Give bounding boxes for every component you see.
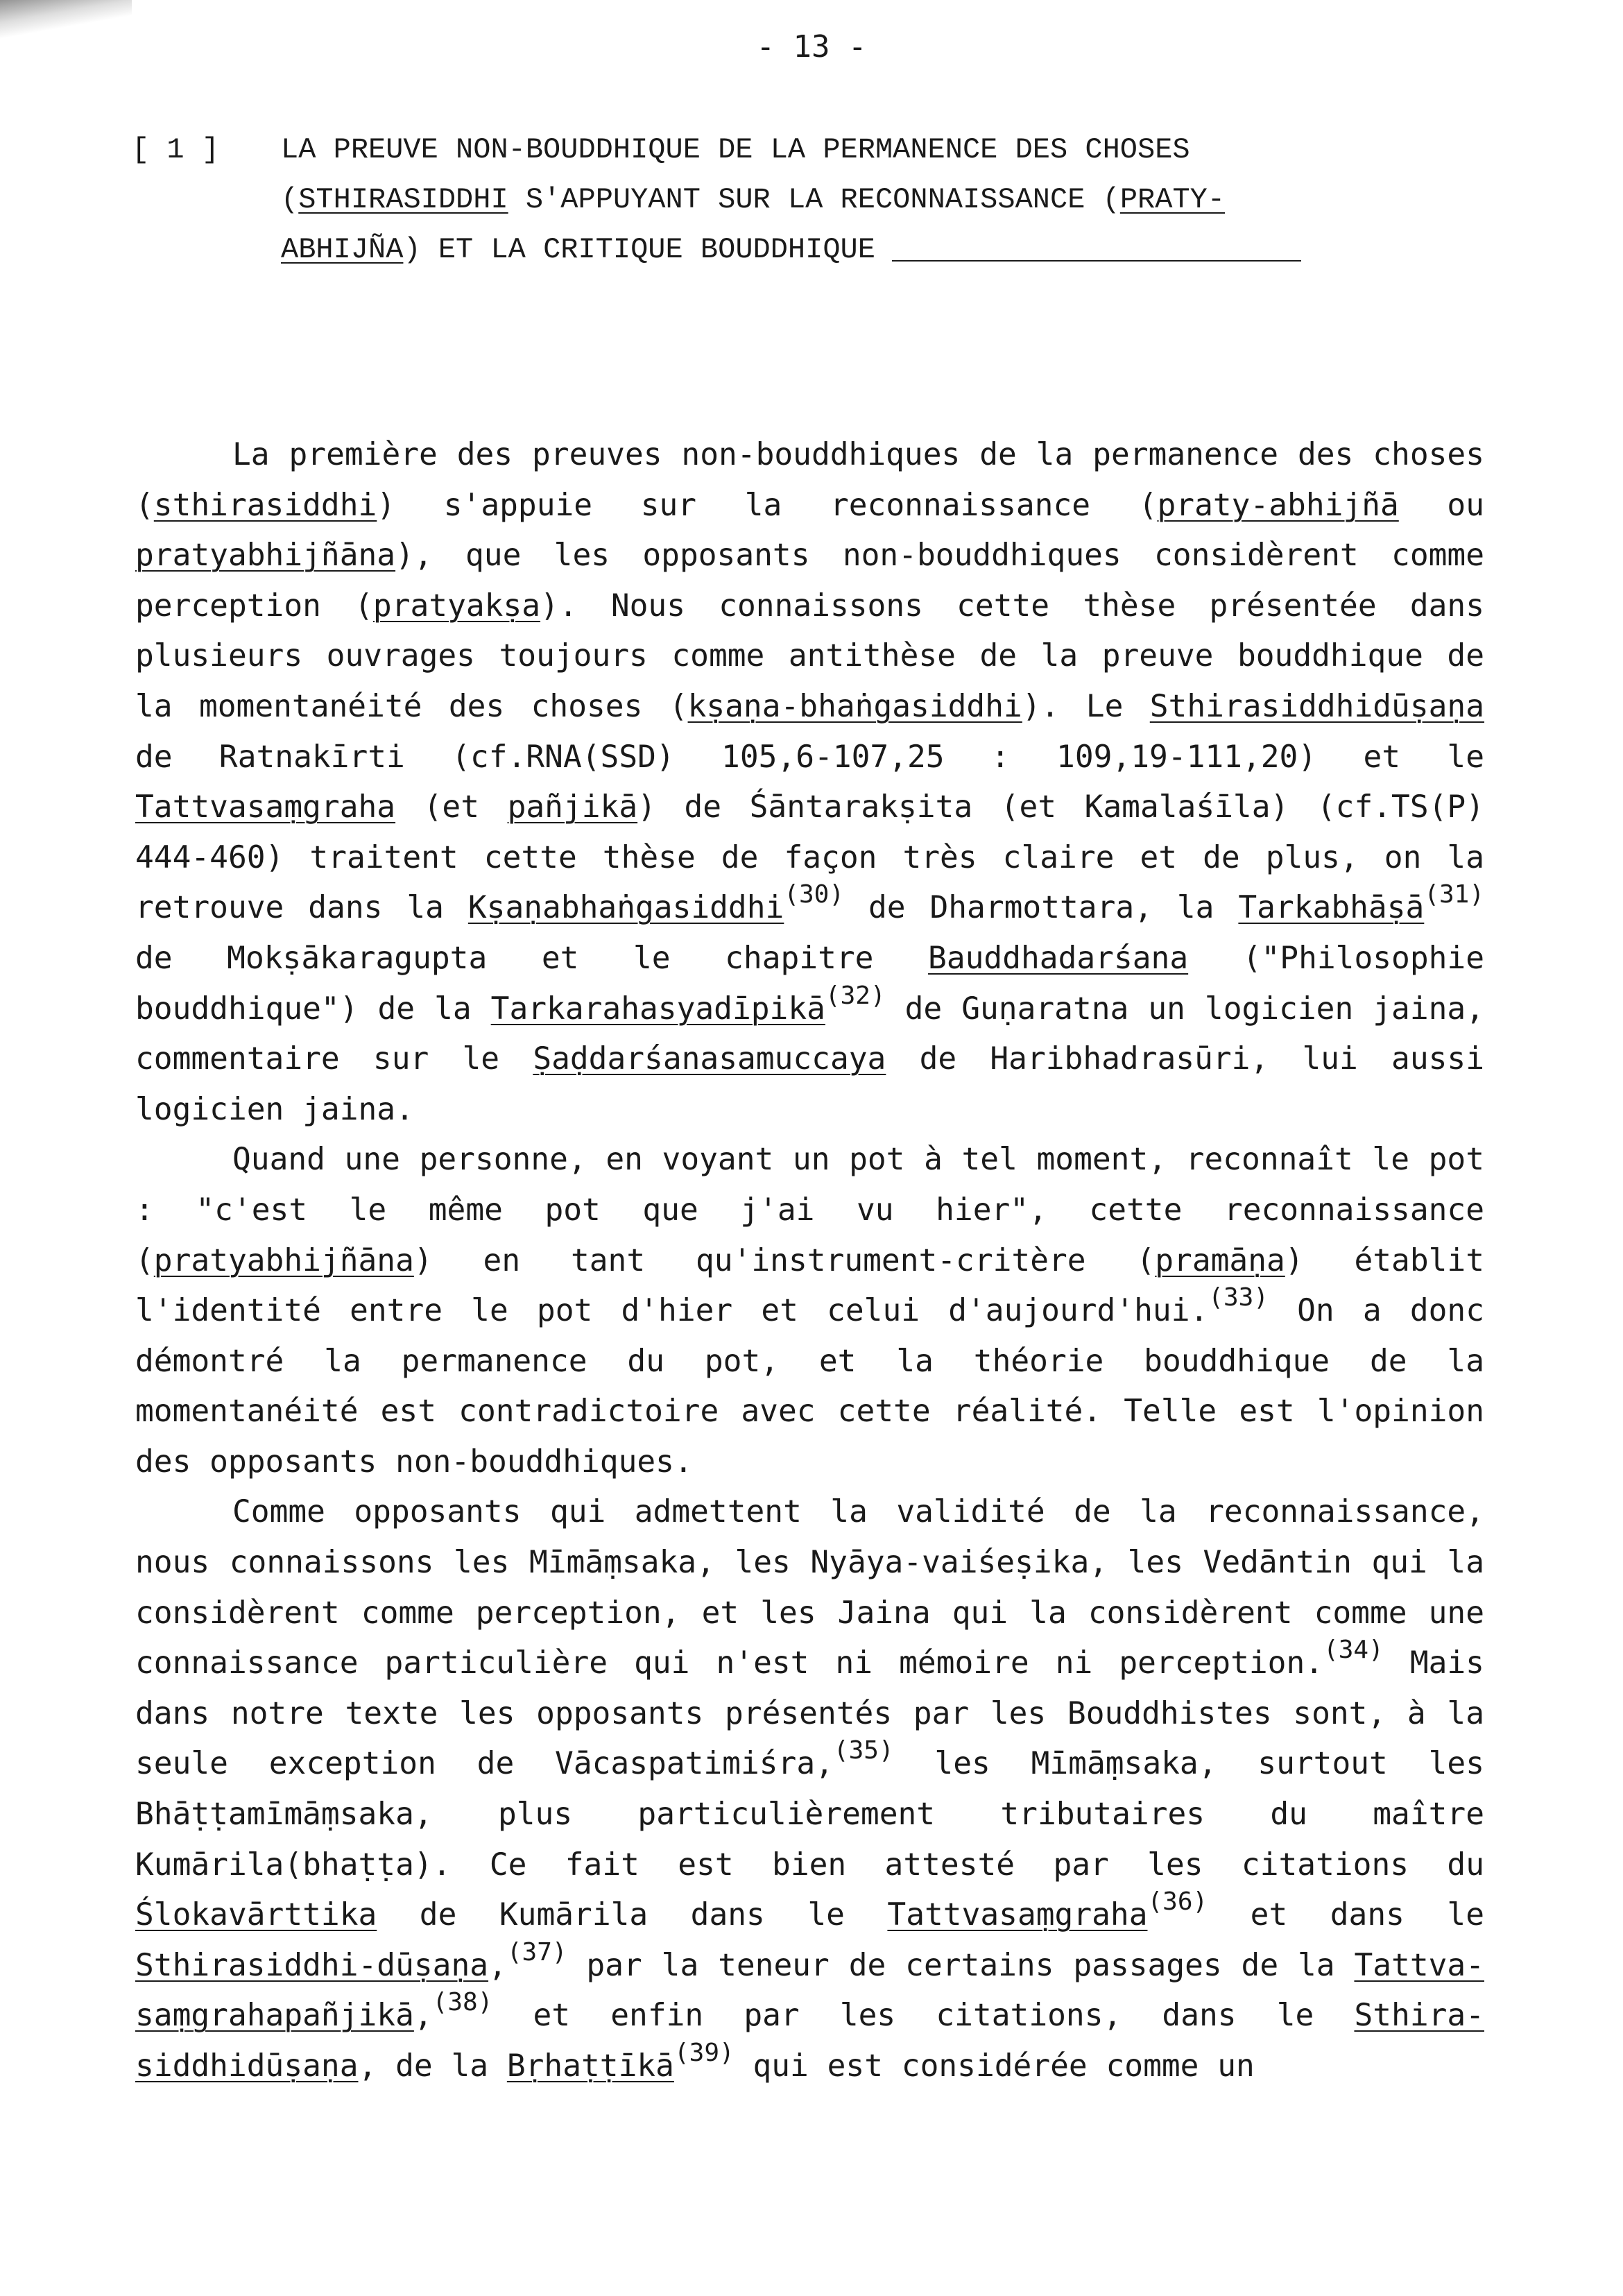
- text-run: de Dharmottara, la: [844, 890, 1239, 926]
- body-text: [135, 430, 1484, 2092]
- text-run: ("Philosophie bouddhique") de la: [135, 940, 1484, 1027]
- sanskrit-term: kṣaṇa-bhaṅgasiddhi: [687, 688, 1022, 724]
- sanskrit-term: praty-abhijñā: [1157, 487, 1399, 523]
- section-title: [281, 125, 1446, 275]
- section-title-line-2: (STHIRASIDDHI S'APPUYANT SUR LA RECONNAISSANCE (PRATY-: [281, 183, 1226, 216]
- text-run: ) établit l'identité entre le pot d'hier et celui d'aujourd'hui.: [135, 1242, 1484, 1329]
- section-number: [ 1 ]: [132, 133, 220, 166]
- text-run: ) de Śāntarakṣita (et Kamalaśīla) (cf.TS(P) 444-460) traitent cette thèse de façon très claire et de plus, on la retrouve dans la: [135, 789, 1484, 926]
- footnote-ref: (39): [673, 2039, 735, 2067]
- text-run: et enfin par les citations, dans le: [492, 1998, 1355, 2034]
- term-praty: PRATY-: [1119, 183, 1226, 216]
- text-run: La première des preuves non-bouddhiques de la permanence des choses (: [135, 437, 1484, 523]
- footnote-ref: (35): [833, 1736, 894, 1765]
- text-run: et dans le: [1208, 1897, 1484, 1933]
- scan-artifact: [0, 0, 132, 42]
- footnote-ref: (36): [1147, 1887, 1208, 1917]
- sanskrit-term: Sthira-siddhidūṣaṇa: [135, 1998, 1484, 2084]
- text-run: par la teneur de certains passages de la: [567, 1947, 1355, 1983]
- text-run: ). Le: [1022, 688, 1150, 724]
- text-run: de Kumārila dans le: [377, 1897, 888, 1933]
- footnote-ref: (30): [784, 880, 845, 909]
- section-title-line-3: ABHIJÑA) ET LA CRITIQUE BOUDDHIQUE: [281, 225, 1446, 275]
- text-run: de Haribhadrasūri, lui aussi logicien jaina.: [135, 1041, 1484, 1127]
- sanskrit-term: Bṛhaṭṭīkā: [506, 2048, 674, 2084]
- text-run: Comme opposants qui admettent la validité de la reconnaissance, nous connaissons les Mīmāṃsaka, les Nyāya-vaiśeṣika, les Vedāntin qui la considèrent comme perception, et les Jaina qui la considèrent comme une connaissance particulière qui n'est ni mémoire ni perception.: [135, 1494, 1484, 1681]
- sanskrit-term: pratyabhijñāna: [135, 538, 396, 574]
- text-run: de Mokṣākaragupta et le chapitre: [135, 940, 929, 976]
- sanskrit-term: Tarkarahasyadīpikā: [490, 991, 825, 1027]
- sanskrit-term: pañjikā: [507, 789, 638, 825]
- footnote-ref: (34): [1323, 1636, 1384, 1665]
- text-run: ,: [488, 1947, 507, 1983]
- text-run: , de la: [358, 2048, 507, 2084]
- sanskrit-term: pratyakṣa: [372, 588, 541, 624]
- text-run: ), que les opposants non-bouddhiques considèrent comme perception (: [135, 538, 1484, 624]
- footnote-ref: (38): [432, 1988, 493, 2017]
- sanskrit-term: sthirasiddhi: [153, 487, 377, 523]
- sanskrit-term: Sthirasiddhidūṣaṇa: [1149, 688, 1485, 724]
- sanskrit-term: pratyabhijñāna: [153, 1242, 414, 1278]
- term-abhijna: ABHIJÑA: [281, 233, 404, 266]
- text-run: de Ratnakīrti (cf.RNA(SSD) 105,6-107,25 : 109,19-111,20) et le: [135, 739, 1484, 775]
- sanskrit-term: Bauddhadarśana: [928, 940, 1189, 976]
- page-number: - 13 -: [756, 29, 867, 65]
- text-run: ou: [1398, 487, 1485, 523]
- text-run: (et: [395, 789, 508, 825]
- term-sthirasiddhi: STHIRASIDDHI: [298, 183, 508, 216]
- text-run: Mais dans notre texte les opposants présentés par les Bouddhistes sont, à la seule exception de Vācaspatimiśra,: [135, 1645, 1484, 1782]
- text-run: de Guṇaratna un logicien jaina, commentaire sur le: [135, 991, 1484, 1077]
- sanskrit-term: Tattvasaṃgraha: [887, 1897, 1148, 1933]
- text-run: On a donc démontré la permanence du pot, et la théorie bouddhique de la momentanéité est contradictoire avec cette réalité. Telle est l'opinion des opposants non-bouddhiques.: [135, 1293, 1484, 1480]
- footnote-ref: (33): [1208, 1283, 1269, 1312]
- paragraph: [135, 430, 1484, 1135]
- text-run: ,: [413, 1998, 433, 2034]
- text-run: les Mīmāṃsaka, surtout les Bhāṭṭamīmāṃsaka, plus particulièrement tributaires du maître Kumārila(bhaṭṭa). Ce fait est bien attesté par les citations du: [135, 1746, 1484, 1883]
- section-title-line-1: LA PREUVE NON-BOUDDHIQUE DE LA PERMANENCE DES CHOSES: [281, 133, 1190, 166]
- text-run: ) en tant qu'instrument-critère (: [413, 1242, 1156, 1278]
- sanskrit-term: Ślokavārttika: [135, 1897, 377, 1933]
- paragraph: [135, 1487, 1484, 2091]
- text-run: Quand une personne, en voyant un pot à tel moment, reconnaît le pot : "c'est le même pot que j'ai vu hier", cette reconnaissance (: [135, 1142, 1484, 1278]
- sanskrit-term: Ṣaḍdarśanasamuccaya: [533, 1041, 886, 1077]
- footnote-ref: (31): [1424, 880, 1485, 909]
- title-rule: [892, 260, 1301, 262]
- footnote-ref: (32): [825, 981, 886, 1010]
- text-run: qui est considérée comme un: [734, 2048, 1255, 2084]
- sanskrit-term: Tattva-saṃgrahapañjikā: [135, 1947, 1484, 2034]
- sanskrit-term: Tarkabhāṣā: [1238, 890, 1425, 926]
- footnote-ref: (37): [506, 1937, 567, 1967]
- text-run: ). Nous connaissons cette thèse présentée dans plusieurs ouvrages toujours comme antithèse de la preuve bouddhique de la momentanéité des choses (: [135, 588, 1484, 724]
- text-run: ) s'appuie sur la reconnaissance (: [377, 487, 1158, 523]
- sanskrit-term: Tattvasaṃgraha: [135, 789, 396, 825]
- sanskrit-term: Sthirasiddhi-dūṣaṇa: [135, 1947, 489, 1983]
- sanskrit-term: pramāṇa: [1155, 1242, 1285, 1278]
- sanskrit-term: Kṣaṇabhaṅgasiddhi: [467, 890, 784, 926]
- paragraph: [135, 1135, 1484, 1487]
